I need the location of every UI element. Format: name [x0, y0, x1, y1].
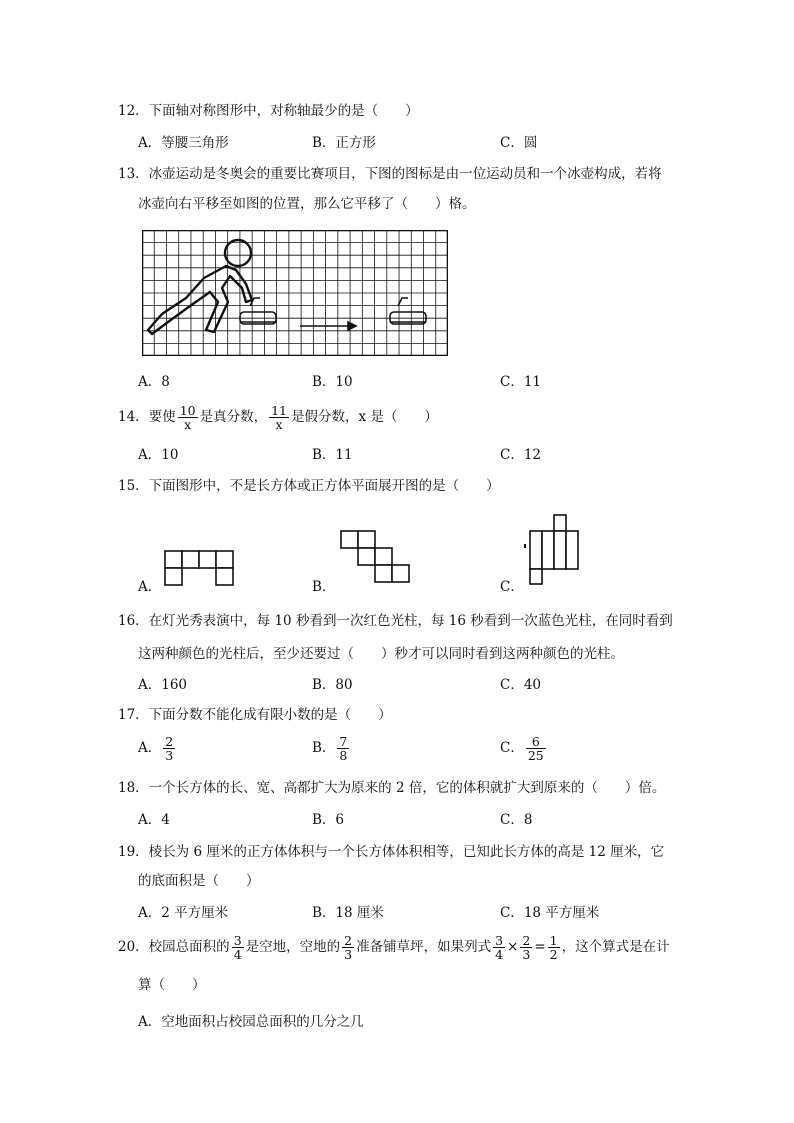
q19-stem-line1: 19．棱长为 6 厘米的正方体体积与一个长方体体积相等，已知此长方体的高是 12 厘米，它 — [118, 844, 665, 860]
q14-fraction-2-num: 11 — [271, 403, 287, 418]
q20-option-a[interactable]: A．空地面积占校园总面积的几分之几 — [138, 1014, 364, 1030]
q17-option-b-num: 7 — [339, 734, 348, 749]
q13-stem-line2: 冰壶向右平移至如图的位置，那么它平移了（ ）格。 — [138, 196, 476, 212]
q20-part1: 20．校园总面积的 — [118, 939, 230, 955]
q20-stem-line1 — [118, 934, 670, 961]
q14-option-b[interactable]: B．11 — [312, 447, 353, 463]
q20-equals-sign: = — [534, 939, 546, 955]
q20-fraction-3-num: 3 — [495, 933, 504, 948]
q19-option-c[interactable]: C．18 平方厘米 — [500, 905, 600, 921]
q17-option-c-fraction — [526, 735, 546, 762]
q20-fraction-1 — [232, 934, 244, 961]
q14-middle: 是真分数， — [199, 409, 268, 425]
q14-fraction-2 — [269, 404, 289, 431]
q15-net-b — [340, 530, 412, 590]
q14-fraction-1-den: x — [184, 417, 192, 432]
q12-option-a[interactable]: A．等腰三角形 — [138, 135, 229, 151]
q20-fraction-1-num: 3 — [233, 933, 242, 948]
q20-fraction-3 — [493, 934, 505, 961]
q17-option-b-label: B． — [312, 740, 336, 756]
q20-fraction-2-num: 2 — [344, 933, 353, 948]
q20-fraction-2 — [342, 934, 354, 961]
q19-option-a[interactable]: A．2 平方厘米 — [138, 905, 229, 921]
q14-fraction-1 — [178, 404, 198, 431]
q20-fraction-5-num: 1 — [549, 933, 558, 948]
q17-option-a-label: A． — [138, 740, 162, 756]
q17-option-c[interactable] — [500, 735, 548, 762]
q15-option-b[interactable]: B． — [312, 579, 336, 595]
q14-option-c[interactable]: C．12 — [500, 447, 542, 463]
q20-fraction-1-den: 4 — [233, 947, 242, 962]
q16-stem-line1: 16．在灯光秀表演中，每 10 秒看到一次红色光柱，每 16 秒看到一次蓝色光柱，在同时看到 — [118, 613, 673, 629]
q18-option-a[interactable]: A．4 — [138, 812, 170, 828]
q18-option-b[interactable]: B．6 — [312, 812, 345, 828]
q20-fraction-4-den: 3 — [522, 947, 531, 962]
q15-net-c — [522, 514, 582, 586]
q17-option-a[interactable] — [138, 735, 177, 762]
q17-option-c-num: 6 — [526, 735, 546, 749]
q17-option-c-label: C． — [500, 740, 524, 756]
q14-prefix: 14．要使 — [118, 409, 176, 425]
q17-option-a-fraction — [163, 735, 175, 762]
q17-option-b[interactable] — [312, 735, 351, 762]
q14-stem — [118, 404, 438, 431]
q12-stem: 12．下面轴对称图形中，对称轴最少的是（ ） — [118, 103, 419, 119]
q17-option-b-fraction — [337, 735, 349, 762]
q14-fraction-1-num: 10 — [179, 403, 196, 418]
q15-option-a[interactable]: A． — [138, 579, 162, 595]
q15-stem: 15．下面图形中，不是长方体或正方体平面展开图的是（ ） — [118, 478, 500, 494]
q12-option-b[interactable]: B．正方形 — [312, 135, 376, 151]
q17-stem: 17．下面分数不能化成有限小数的是（ ） — [118, 707, 392, 723]
q18-option-c[interactable]: C．8 — [500, 812, 533, 828]
q17-option-c-den: 25 — [527, 748, 544, 763]
q14-option-a[interactable]: A．10 — [138, 447, 179, 463]
q19-stem-line2: 的底面积是（ ） — [138, 873, 260, 889]
q16-option-b[interactable]: B．80 — [312, 677, 353, 693]
q14-fraction-2-den: x — [275, 417, 283, 432]
q18-stem: 18．一个长方体的长、宽、高都扩大为原来的 2 倍，它的体积就扩大到原来的（ ）倍。 — [118, 780, 666, 796]
q20-part2: 是空地，空地的 — [245, 939, 341, 955]
q20-part3: 准备铺草坪，如果列式 — [356, 939, 492, 955]
q17-option-a-num: 2 — [165, 734, 174, 749]
q16-stem-line2: 这两种颜色的光柱后，至少还要过（ ）秒才可以同时看到这两种颜色的光柱。 — [138, 646, 624, 662]
q15-option-c[interactable]: C． — [500, 579, 524, 595]
q15-net-a — [164, 550, 236, 590]
q20-fraction-4 — [520, 934, 532, 961]
q13-option-a[interactable]: A．8 — [138, 374, 170, 390]
q13-option-c[interactable]: C．11 — [500, 374, 542, 390]
q13-option-b[interactable]: B．10 — [312, 374, 353, 390]
q20-fraction-5-den: 2 — [549, 947, 558, 962]
q20-fraction-3-den: 4 — [495, 947, 504, 962]
q16-option-a[interactable]: A．160 — [138, 677, 188, 693]
q20-part4: ，这个算式是在计 — [561, 939, 670, 955]
q20-stem-line2: 算（ ） — [138, 977, 206, 993]
q19-option-b[interactable]: B．18 厘米 — [312, 905, 384, 921]
q20-times-sign: × — [507, 939, 519, 955]
q16-option-c[interactable]: C．40 — [500, 677, 542, 693]
q20-fraction-4-num: 2 — [522, 933, 531, 948]
q20-fraction-5 — [548, 934, 560, 961]
q13-stem-line1: 13．冰壶运动是冬奥会的重要比赛项目，下图的图标是由一位运动员和一个冰壶构成，若将 — [118, 166, 662, 182]
q17-option-a-den: 3 — [165, 748, 174, 763]
q20-fraction-2-den: 3 — [344, 947, 353, 962]
q17-option-b-den: 8 — [339, 748, 348, 763]
curling-grid-figure — [142, 230, 448, 356]
q12-option-c[interactable]: C．圆 — [500, 135, 538, 151]
q14-suffix: 是假分数，x 是（ ） — [291, 409, 438, 425]
